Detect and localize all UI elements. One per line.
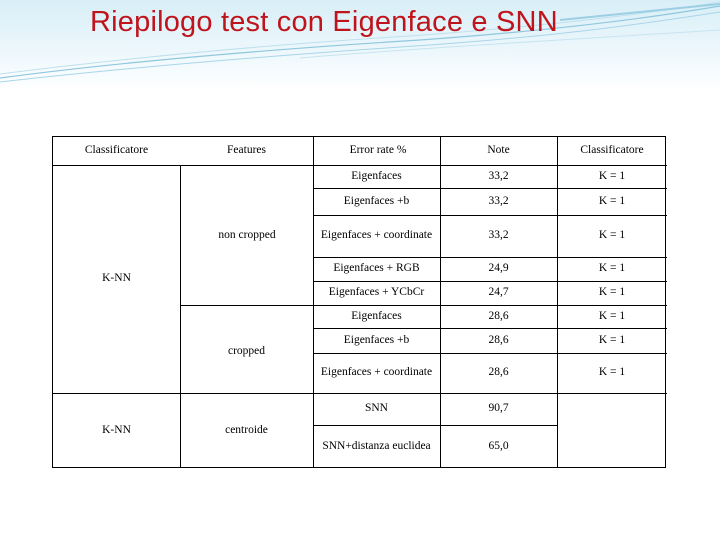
slide-title: Riepilogo test con Eigenface e SNN (90, 6, 558, 38)
header-classificatore: Classificatore (84, 144, 149, 157)
group-knn: K-NN (102, 272, 131, 285)
row-rate: 33,2 (488, 229, 509, 242)
group-cropped: cropped (227, 345, 266, 358)
row-features: SNN+distanza euclidea (322, 440, 431, 453)
group-centroide: centroide (225, 424, 268, 437)
row-features: Eigenfaces (351, 169, 402, 182)
row-k: K = 1 (598, 229, 626, 242)
row-k: K = 1 (598, 366, 626, 379)
row-features: Eigenfaces + coordinate (320, 366, 433, 379)
header-classificatore-2: Classificatore (580, 144, 644, 157)
group-knn-centroid: K-NN (102, 424, 131, 437)
row-features: Eigenfaces +b (343, 194, 410, 207)
row-rate: 28,6 (488, 309, 509, 322)
header-error-rate: Error rate % (349, 144, 407, 157)
group-non-cropped: non cropped (218, 229, 276, 242)
row-features: Eigenfaces + RGB (333, 262, 420, 275)
row-k: K = 1 (598, 262, 626, 275)
row-rate: 90,7 (488, 402, 509, 415)
row-k: K = 1 (598, 169, 626, 182)
results-table (52, 136, 666, 468)
row-k (557, 393, 667, 425)
row-rate: 28,6 (488, 333, 509, 346)
row-k: K = 1 (598, 333, 626, 346)
row-k: K = 1 (598, 309, 626, 322)
row-k: K = 1 (598, 286, 626, 299)
row-k: K = 1 (598, 194, 626, 207)
row-features: Eigenfaces + YCbCr (328, 286, 425, 299)
row-rate: 24,7 (488, 286, 509, 299)
row-features: Eigenfaces (351, 309, 402, 322)
row-features: Eigenfaces + coordinate (320, 229, 433, 242)
row-rate: 28,6 (488, 366, 509, 379)
row-k (557, 425, 667, 469)
row-rate: 24,9 (488, 262, 509, 275)
row-rate: 33,2 (488, 194, 509, 207)
row-rate: 33,2 (488, 169, 509, 182)
row-features: Eigenfaces +b (343, 333, 410, 346)
row-features: SNN (364, 402, 388, 415)
header-features: Features (227, 144, 266, 157)
header-note: Note (487, 144, 510, 157)
row-rate: 65,0 (488, 440, 509, 453)
